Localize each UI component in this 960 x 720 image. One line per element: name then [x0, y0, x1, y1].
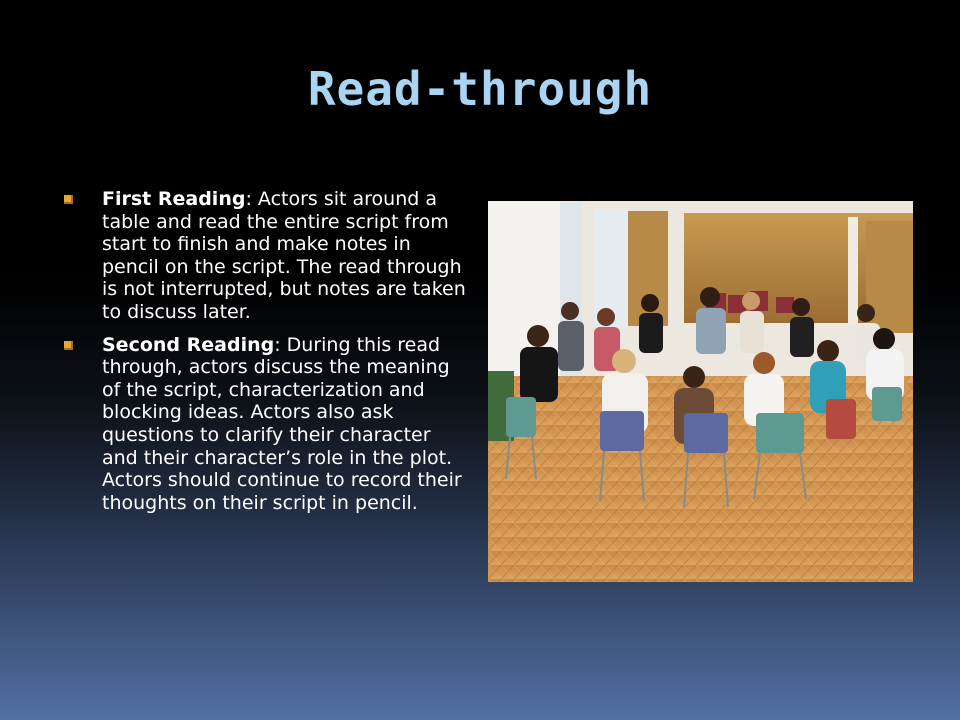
bullet-first-reading	[62, 188, 466, 324]
bullet-text: During this read through, actors discuss the meaning of the script, characterization and blocking ideas. Actors also ask questions to clarify their character and their character’s role in the plot. Actors should continue to record their thoughts on their script in pencil.	[102, 333, 462, 514]
bullet-separator: :	[274, 333, 287, 356]
read-through-photo	[488, 201, 913, 582]
bullet-second-reading	[62, 334, 466, 515]
square-bullet-icon	[64, 341, 73, 350]
bullet-term: First Reading	[102, 188, 246, 210]
bullet-text: Actors sit around a table and read the entire script from start to finish and make notes in pencil on the script. The read through is not interrupted, but notes are taken to discuss later.	[102, 188, 466, 323]
square-bullet-icon	[64, 195, 73, 204]
bullet-list	[62, 188, 466, 524]
bullet-separator: :	[245, 188, 258, 210]
slide-title: Read-through	[307, 62, 653, 116]
bullet-term: Second Reading	[102, 333, 275, 356]
